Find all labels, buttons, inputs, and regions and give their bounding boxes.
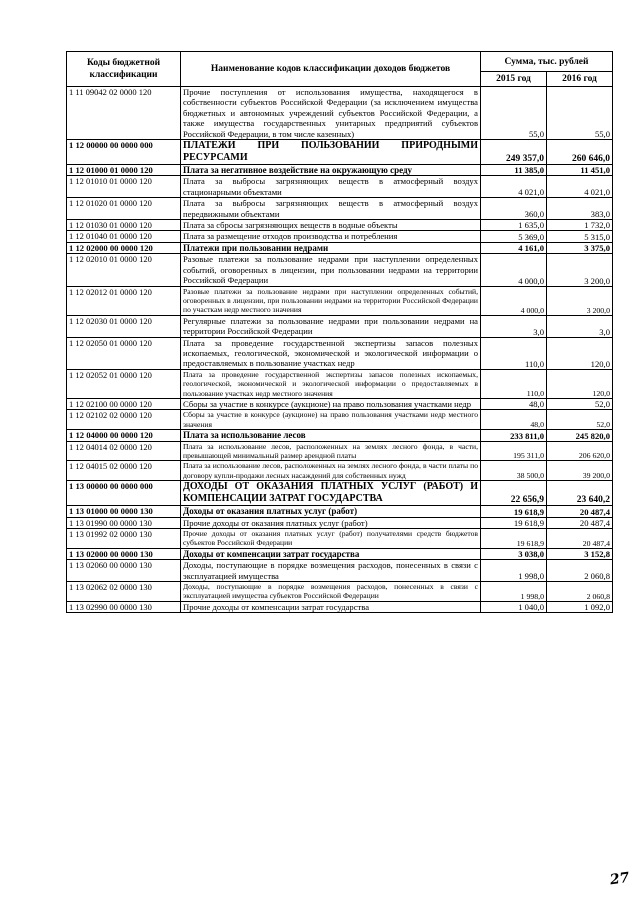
table-row xyxy=(67,441,613,461)
row-value-2016: 20 487,4 xyxy=(547,506,613,517)
row-value-2015: 3 038,0 xyxy=(481,548,547,559)
row-value-2016: 2 060,8 xyxy=(547,560,613,582)
row-name: Прочие доходы от компенсации затрат государства xyxy=(181,601,481,612)
row-value-2015: 19 618,9 xyxy=(481,529,547,549)
table-row xyxy=(67,254,613,286)
row-value-2016: 245 820,0 xyxy=(547,430,613,441)
row-name: Регулярные платежи за пользование недрами при пользовании недрами на территории Российской Федерации xyxy=(181,315,481,337)
row-value-2016: 1 092,0 xyxy=(547,601,613,612)
row-name: Доходы от компенсации затрат государства xyxy=(181,548,481,559)
row-name: Плата за проведение государственной экспертизы запасов полезных ископаемых, геологической, экономической и экологической информации о предоставляемых в пользование участках недр местного значения xyxy=(181,369,481,398)
row-value-2016: 5 315,0 xyxy=(547,231,613,242)
row-name: Плата за проведение государственной экспертизы запасов полезных ископаемых, геологической, экономической и экологической информации о предоставляемых в пользование участках недр xyxy=(181,337,481,369)
row-value-2015: 1 998,0 xyxy=(481,582,547,602)
row-code: 1 12 02102 02 0000 120 xyxy=(67,410,181,430)
table-row xyxy=(67,529,613,549)
table-row xyxy=(67,140,613,165)
table-row xyxy=(67,506,613,517)
row-code: 1 12 02000 00 0000 120 xyxy=(67,242,181,253)
row-value-2015: 195 311,0 xyxy=(481,441,547,461)
table-row xyxy=(67,410,613,430)
row-code: 1 13 01990 00 0000 130 xyxy=(67,517,181,528)
header-name: Наименование кодов классификации доходов бюджетов xyxy=(181,52,481,87)
row-value-2016: 3 152,8 xyxy=(547,548,613,559)
table-row xyxy=(67,286,613,315)
row-code: 1 12 00000 00 0000 000 xyxy=(67,140,181,165)
row-code: 1 13 02062 02 0000 130 xyxy=(67,582,181,602)
table-row xyxy=(67,582,613,602)
row-value-2016: 39 200,0 xyxy=(547,461,613,481)
row-value-2016: 52,0 xyxy=(547,410,613,430)
row-value-2015: 5 369,0 xyxy=(481,231,547,242)
row-value-2015: 48,0 xyxy=(481,398,547,409)
row-value-2016: 3 200,0 xyxy=(547,286,613,315)
table-row xyxy=(67,242,613,253)
header-year-2015: 2015 год xyxy=(481,72,547,87)
row-value-2016: 20 487,4 xyxy=(547,517,613,528)
row-value-2016: 120,0 xyxy=(547,369,613,398)
row-code: 1 13 02990 00 0000 130 xyxy=(67,601,181,612)
header-year-2016: 2016 год xyxy=(547,72,613,87)
row-code: 1 12 04014 02 0000 120 xyxy=(67,441,181,461)
row-code: 1 11 09042 02 0000 120 xyxy=(67,87,181,140)
row-value-2015: 1 635,0 xyxy=(481,220,547,231)
table-row xyxy=(67,430,613,441)
row-name: Доходы, поступающие в порядке возмещения расходов, понесенных в связи с эксплуатацией имущества субъектов Российской Федерации xyxy=(181,582,481,602)
row-code: 1 13 01000 00 0000 130 xyxy=(67,506,181,517)
header-sum: Сумма, тыс. рублей xyxy=(481,52,613,72)
table-row xyxy=(67,231,613,242)
row-code: 1 12 02030 01 0000 120 xyxy=(67,315,181,337)
row-value-2015: 4 000,0 xyxy=(481,254,547,286)
row-code: 1 12 04000 00 0000 120 xyxy=(67,430,181,441)
row-name: Плата за сбросы загрязняющих веществ в водные объекты xyxy=(181,220,481,231)
row-name: Разовые платежи за пользование недрами при наступлении определенных событий, оговоренных в лицензии, при пользовании недрами на территории Российской Федерации по участкам недр местного значения xyxy=(181,286,481,315)
row-name: Сборы за участие в конкурсе (аукционе) на право пользования участками недр местного значения xyxy=(181,410,481,430)
table-row xyxy=(67,481,613,506)
row-value-2016: 206 620,0 xyxy=(547,441,613,461)
row-value-2015: 19 618,9 xyxy=(481,517,547,528)
row-code: 1 12 01010 01 0000 120 xyxy=(67,176,181,198)
row-code: 1 13 01992 02 0000 130 xyxy=(67,529,181,549)
row-name: Плата за размещение отходов производства и потребления xyxy=(181,231,481,242)
row-value-2016: 3 200,0 xyxy=(547,254,613,286)
row-code: 1 12 02010 01 0000 120 xyxy=(67,254,181,286)
table-row xyxy=(67,369,613,398)
row-name: ПЛАТЕЖИ ПРИ ПОЛЬЗОВАНИИ ПРИРОДНЫМИ РЕСУРСАМИ xyxy=(181,140,481,165)
row-value-2015: 110,0 xyxy=(481,369,547,398)
budget-revenue-table xyxy=(66,51,613,613)
row-value-2015: 4 000,0 xyxy=(481,286,547,315)
row-name: Прочие поступления от использования имущества, находящегося в собственности субъектов Российской Федерации (за исключением имущества бюджетных и автономных учреждений субъектов Российской Федерации, а также имущества государственных унитарных предприятий субъектов Российской Федерации, в том числе казенных) xyxy=(181,87,481,140)
row-value-2015: 233 811,0 xyxy=(481,430,547,441)
row-name: ДОХОДЫ ОТ ОКАЗАНИЯ ПЛАТНЫХ УСЛУГ (РАБОТ) И КОМПЕНСАЦИИ ЗАТРАТ ГОСУДАРСТВА xyxy=(181,481,481,506)
row-value-2016: 55,0 xyxy=(547,87,613,140)
table-row xyxy=(67,548,613,559)
row-name: Платежи при пользовании недрами xyxy=(181,242,481,253)
row-value-2015: 1 040,0 xyxy=(481,601,547,612)
table-row xyxy=(67,198,613,220)
table-row xyxy=(67,220,613,231)
row-code: 1 12 01040 01 0000 120 xyxy=(67,231,181,242)
row-name: Доходы, поступающие в порядке возмещения расходов, понесенных в связи с эксплуатацией имущества xyxy=(181,560,481,582)
row-value-2015: 4 161,0 xyxy=(481,242,547,253)
row-value-2016: 20 487,4 xyxy=(547,529,613,549)
row-value-2015: 11 385,0 xyxy=(481,165,547,176)
row-value-2016: 3,0 xyxy=(547,315,613,337)
row-value-2015: 38 500,0 xyxy=(481,461,547,481)
row-code: 1 13 02060 00 0000 130 xyxy=(67,560,181,582)
header-codes: Коды бюджетной классификации xyxy=(67,52,181,87)
row-value-2015: 3,0 xyxy=(481,315,547,337)
row-value-2015: 1 998,0 xyxy=(481,560,547,582)
row-value-2015: 360,0 xyxy=(481,198,547,220)
row-value-2015: 4 021,0 xyxy=(481,176,547,198)
row-code: 1 12 01020 01 0000 120 xyxy=(67,198,181,220)
row-code: 1 13 02000 00 0000 130 xyxy=(67,548,181,559)
row-code: 1 12 02100 00 0000 120 xyxy=(67,398,181,409)
row-value-2016: 3 375,0 xyxy=(547,242,613,253)
row-name: Прочие доходы от оказания платных услуг (работ) xyxy=(181,517,481,528)
row-value-2015: 48,0 xyxy=(481,410,547,430)
table-row xyxy=(67,601,613,612)
row-name: Плата за негативное воздействие на окружающую среду xyxy=(181,165,481,176)
page-number: 27 xyxy=(608,869,631,889)
row-code: 1 12 02012 01 0000 120 xyxy=(67,286,181,315)
table-row xyxy=(67,461,613,481)
row-code: 1 13 00000 00 0000 000 xyxy=(67,481,181,506)
row-value-2015: 110,0 xyxy=(481,337,547,369)
row-value-2016: 11 451,0 xyxy=(547,165,613,176)
row-code: 1 12 04015 02 0000 120 xyxy=(67,461,181,481)
table-row xyxy=(67,87,613,140)
row-code: 1 12 02050 01 0000 120 xyxy=(67,337,181,369)
row-value-2016: 260 646,0 xyxy=(547,140,613,165)
row-value-2016: 383,0 xyxy=(547,198,613,220)
row-name: Разовые платежи за пользование недрами при наступлении определенных событий, оговоренных в лицензии, при пользовании недрами на территории Российской Федерации xyxy=(181,254,481,286)
row-name: Доходы от оказания платных услуг (работ) xyxy=(181,506,481,517)
row-value-2016: 23 640,2 xyxy=(547,481,613,506)
row-value-2015: 249 357,0 xyxy=(481,140,547,165)
row-value-2016: 1 732,0 xyxy=(547,220,613,231)
budget-revenue-table-wrapper xyxy=(66,51,612,613)
row-name: Прочие доходы от оказания платных услуг (работ) получателями средств бюджетов субъектов Российской Федерации xyxy=(181,529,481,549)
table-row xyxy=(67,315,613,337)
row-name: Плата за выбросы загрязняющих веществ в атмосферный воздух передвижными объектами xyxy=(181,198,481,220)
table-row xyxy=(67,398,613,409)
row-name: Плата за использование лесов xyxy=(181,430,481,441)
row-value-2015: 55,0 xyxy=(481,87,547,140)
row-name: Плата за выбросы загрязняющих веществ в атмосферный воздух стационарными объектами xyxy=(181,176,481,198)
row-value-2016: 4 021,0 xyxy=(547,176,613,198)
row-value-2016: 120,0 xyxy=(547,337,613,369)
row-name: Плата за использование лесов, расположенных на землях лесного фонда, в части платы по договору купли-продажи лесных насаждений для собственных нужд xyxy=(181,461,481,481)
row-value-2015: 22 656,9 xyxy=(481,481,547,506)
table-row xyxy=(67,165,613,176)
row-value-2016: 2 060,8 xyxy=(547,582,613,602)
row-code: 1 12 02052 01 0000 120 xyxy=(67,369,181,398)
row-name: Сборы за участие в конкурсе (аукционе) на право пользования участками недр xyxy=(181,398,481,409)
table-row xyxy=(67,176,613,198)
row-code: 1 12 01030 01 0000 120 xyxy=(67,220,181,231)
table-row xyxy=(67,517,613,528)
row-code: 1 12 01000 01 0000 120 xyxy=(67,165,181,176)
row-name: Плата за использование лесов, расположенных на землях лесного фонда, в части, превышающей минимальный размер арендной платы xyxy=(181,441,481,461)
table-row xyxy=(67,560,613,582)
table-row xyxy=(67,337,613,369)
row-value-2016: 52,0 xyxy=(547,398,613,409)
row-value-2015: 19 618,9 xyxy=(481,506,547,517)
